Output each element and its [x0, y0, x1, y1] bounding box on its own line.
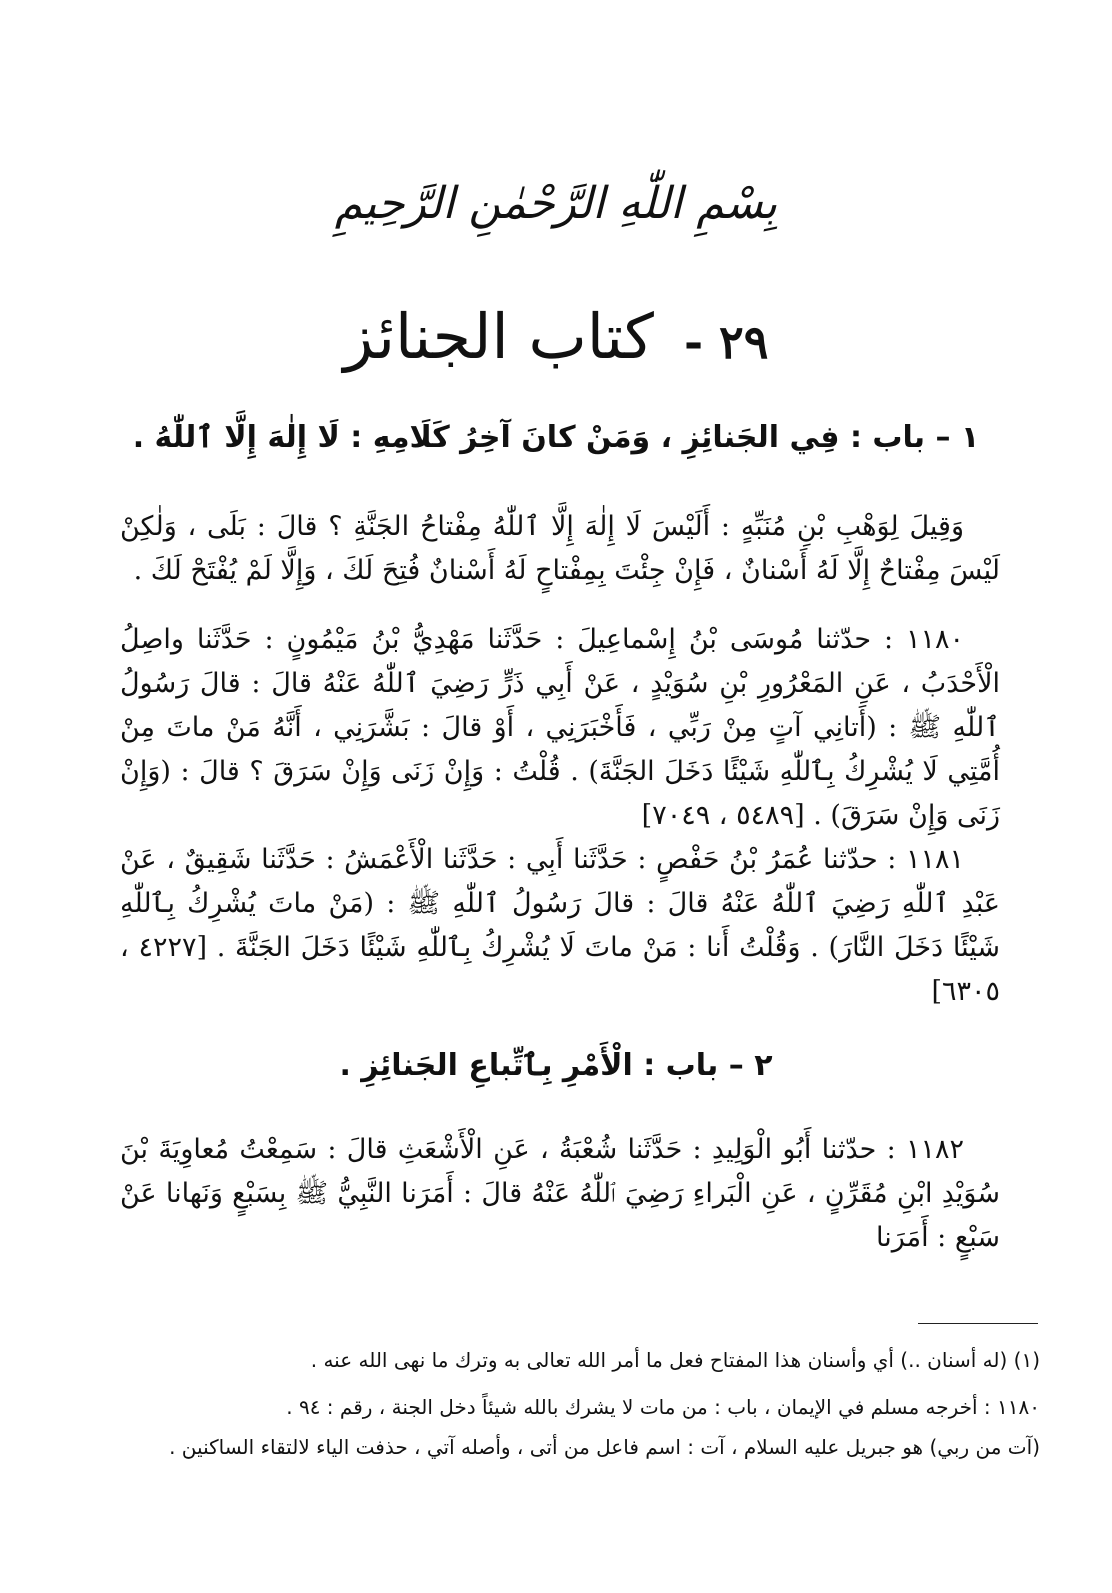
- footnote-ati: (آت من ربي) هو جبريل عليه السلام ، آت : اسم فاعل من أتى ، وأصله آتي ، حذفت الياء لالتقاء الساكنين .: [169, 1435, 1040, 1459]
- footnote-1: (١) (له أسنان ..) أي وأسنان هذا المفتاح فعل ما أمر الله تعالى به وترك ما نهى الله عنه .: [310, 1348, 1040, 1372]
- hadith-1182-text: ١١٨٢ : حدّثنا أَبُو الْوَلِيدِ : حَدَّثَنا شُعْبَةُ ، عَنِ الْأَشْعَثِ قالَ : سَمِعْتُ مُعاوِيَةَ بْنَ سُوَيْدِ ابْنِ مُقَرِّنٍ ، عَنِ الْبَراءِ رَضِيَ ٱللّٰهُ عَنْهُ قالَ : أَمَرَنا النَّبِيُّ ﷺ بِسَبْعٍ وَنَهانا عَنْ سَبْعٍ : أَمَرَنا: [120, 1134, 1000, 1253]
- hadith-1180-text: ١١٨٠ : حدّثنا مُوسَى بْنُ إِسْماعِيلَ : حَدَّثَنا مَهْدِيُّ بْنُ مَيْمُونٍ : حَدَّثَنا واصِلُ الْأَحْدَبُ ، عَنِ المَعْرُورِ بْنِ سُوَيْدٍ ، عَنْ أَبِي ذَرٍّ رَضِيَ ٱللّٰهُ عَنْهُ قالَ : قالَ رَسُولُ ٱللّٰهِ ﷺ : (أَتانِي آتٍ مِنْ رَبِّي ، فَأَخْبَرَنِي ، أَوْ قالَ : بَشَّرَنِي ، أَنَّهُ مَنْ ماتَ مِنْ أُمَّتِي لَا يُشْرِكُ بِٱللّٰهِ شَيْئًا دَخَلَ الجَنَّةَ) . قُلْتُ : وَإِنْ زَنَى وَإِنْ سَرَقَ ؟ قالَ : (وَإِنْ زَنَى وَإِنْ سَرَقَ) . [٥٤٨٩ ، ٧٠٤٩]: [120, 624, 1000, 831]
- footnote-divider: [918, 1323, 1038, 1324]
- intro-paragraph: [120, 505, 1000, 593]
- hadith-1182: [120, 1128, 1000, 1260]
- book-title-text: كتاب الجنائز: [343, 300, 654, 373]
- hadith-1181-text: ١١٨١ : حدّثنا عُمَرُ بْنُ حَفْصٍ : حَدَّثَنا أَبِي : حَدَّثَنا الْأَعْمَشُ : حَدَّثَنا شَقِيقٌ ، عَنْ عَبْدِ ٱللّٰهِ رَضِيَ ٱللّٰهُ عَنْهُ قالَ : قالَ رَسُولُ ٱللّٰهِ ﷺ : (مَنْ ماتَ يُشْرِكُ بِٱللّٰهِ شَيْئًا دَخَلَ النَّارَ) . وَقُلْتُ أَنا : مَنْ ماتَ لَا يُشْرِكُ بِٱللّٰهِ شَيْئًا دَخَلَ الجَنَّةَ . [٤٢٢٧ ، ٦٣٠٥]: [120, 844, 1000, 1007]
- book-title: [0, 300, 1112, 373]
- chapter-2-title: ٢ – باب : الْأَمْرِ بِٱتِّباعِ الجَنائِزِ .: [339, 1048, 773, 1083]
- chapter-1-title: ١ – باب : فِي الجَنائِزِ ، وَمَنْ كانَ آخِرُ كَلَامِهِ : لَا إِلٰهَ إِلَّا ٱللّٰهُ .: [132, 420, 980, 455]
- book-number: ٢٩ -: [683, 315, 769, 369]
- basmala-heading: بِسْمِ اللّٰهِ الرَّحْمٰنِ الرَّحِيمِ: [334, 178, 778, 229]
- hadith-1180: [120, 618, 1000, 838]
- intro-text: وَقِيلَ لِوَهْبِ بْنِ مُنَبِّهٍ : أَلَيْسَ لَا إِلٰهَ إِلَّا ٱللّٰهُ مِفْتاحُ الجَنَّةِ ؟ قالَ : بَلَى ، وَلٰكِنْ لَيْسَ مِفْتاحٌ إِلَّا لَهُ أَسْنانٌ ، فَإِنْ جِئْتَ بِمِفْتاحٍ لَهُ أَسْنانٌ فُتِحَ لَكَ ، وَإِلَّا لَمْ يُفْتَحْ لَكَ .: [120, 511, 1000, 586]
- footnote-1180: ١١٨٠ : أخرجه مسلم في الإيمان ، باب : من مات لا يشرك بالله شيئاً دخل الجنة ، رقم : ٩٤ .: [286, 1395, 1040, 1419]
- hadith-1181: [120, 838, 1000, 1014]
